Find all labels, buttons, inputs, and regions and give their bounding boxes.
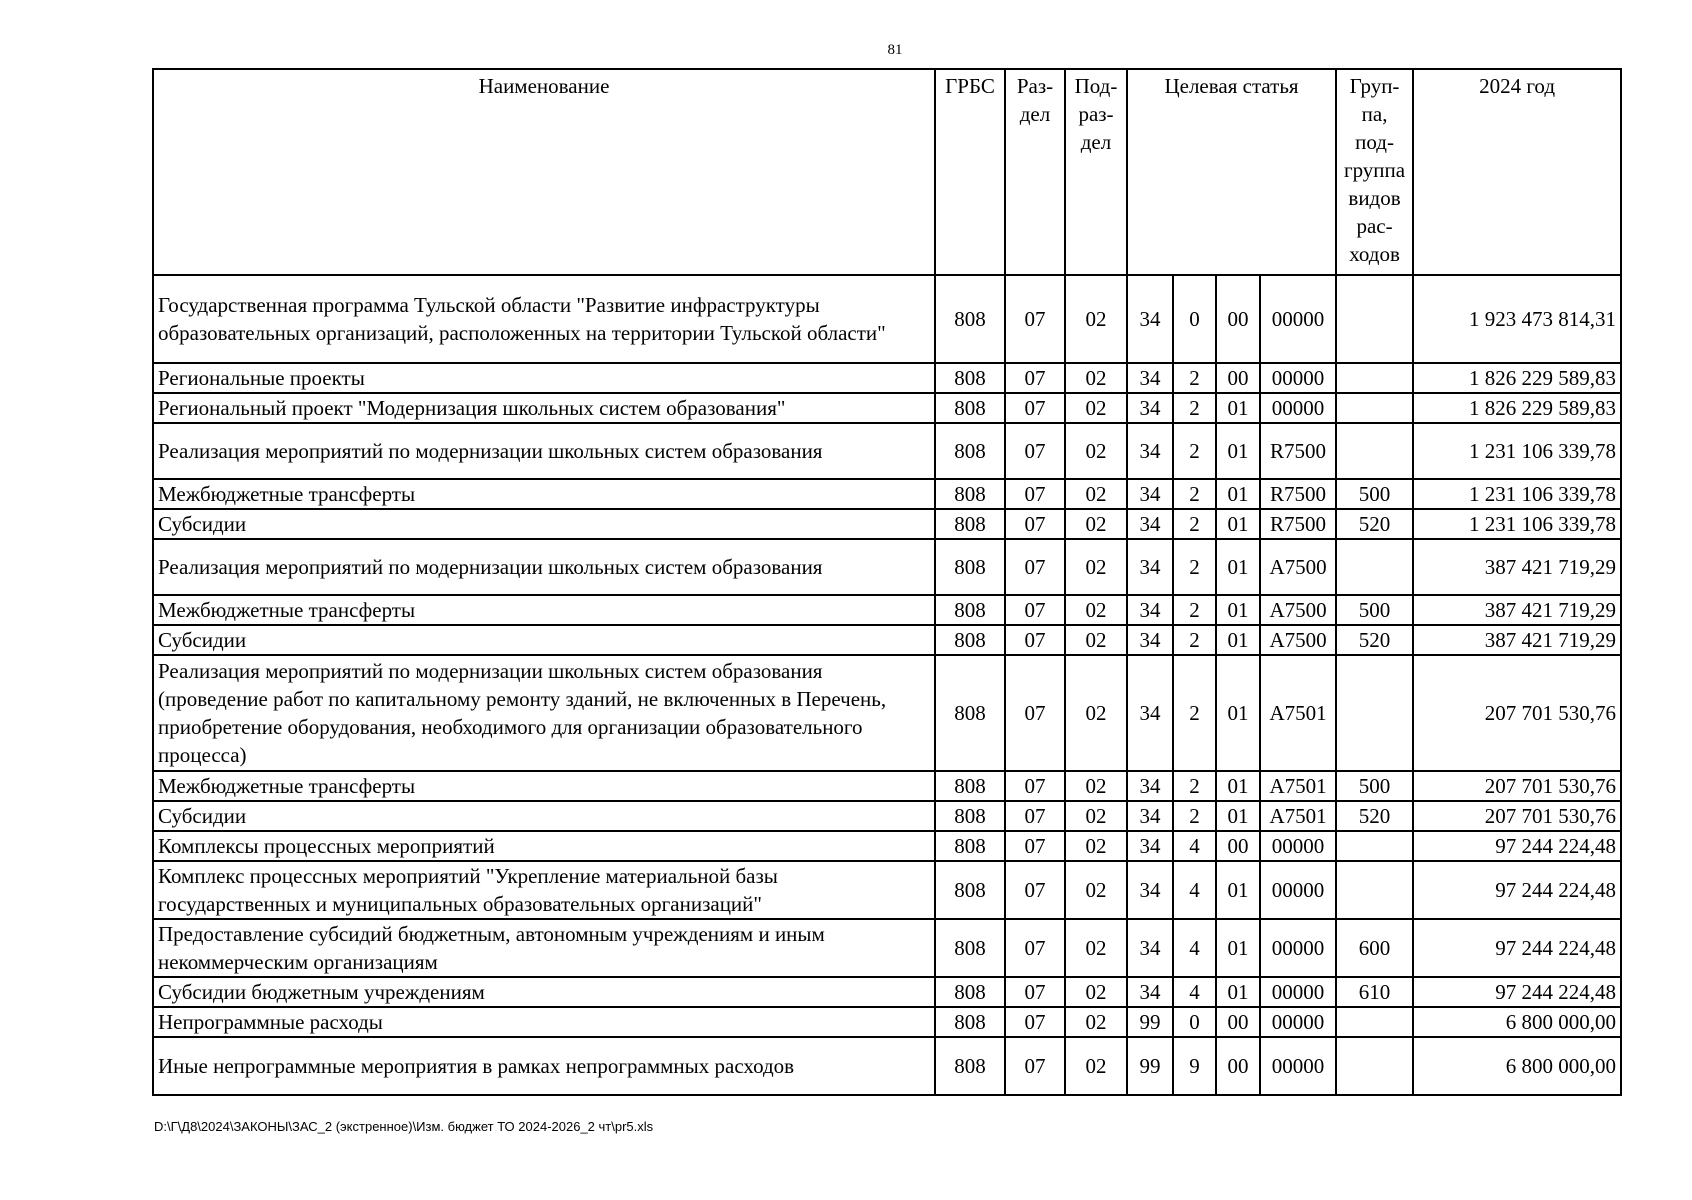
cell-amount: 97 244 224,48: [1413, 919, 1621, 977]
cell-target-direction: 00000: [1260, 861, 1336, 919]
cell-target-event: 01: [1216, 423, 1260, 479]
cell-amount: 1 231 106 339,78: [1413, 479, 1621, 509]
cell-grbs: 808: [935, 919, 1005, 977]
cell-target-event: 00: [1216, 1007, 1260, 1037]
cell-podrazdel: 02: [1065, 1007, 1127, 1037]
cell-target-program: 34: [1127, 655, 1173, 771]
cell-expense-group: 500: [1336, 595, 1413, 625]
cell-name: Межбюджетные трансферты: [153, 595, 935, 625]
cell-name: Субсидии: [153, 625, 935, 655]
cell-amount: 97 244 224,48: [1413, 977, 1621, 1007]
cell-grbs: 808: [935, 977, 1005, 1007]
cell-target-direction: A7501: [1260, 801, 1336, 831]
cell-amount: 97 244 224,48: [1413, 861, 1621, 919]
cell-target-direction: 00000: [1260, 919, 1336, 977]
cell-target-subprogram: 2: [1173, 771, 1216, 801]
cell-expense-group: [1336, 1007, 1413, 1037]
cell-target-event: 01: [1216, 595, 1260, 625]
cell-grbs: 808: [935, 801, 1005, 831]
cell-target-program: 34: [1127, 539, 1173, 595]
cell-target-program: 34: [1127, 595, 1173, 625]
table-row: [153, 1007, 1621, 1037]
header-name: Наименование: [153, 69, 935, 275]
cell-podrazdel: 02: [1065, 1037, 1127, 1095]
cell-target-direction: 00000: [1260, 363, 1336, 393]
cell-podrazdel: 02: [1065, 275, 1127, 363]
cell-grbs: 808: [935, 363, 1005, 393]
cell-target-direction: R7500: [1260, 423, 1336, 479]
cell-podrazdel: 02: [1065, 919, 1127, 977]
cell-target-program: 34: [1127, 977, 1173, 1007]
cell-grbs: 808: [935, 831, 1005, 861]
cell-amount: 387 421 719,29: [1413, 595, 1621, 625]
cell-amount: 1 826 229 589,83: [1413, 393, 1621, 423]
cell-target-subprogram: 2: [1173, 509, 1216, 539]
cell-target-direction: A7500: [1260, 539, 1336, 595]
cell-target-event: 01: [1216, 625, 1260, 655]
cell-target-program: 34: [1127, 919, 1173, 977]
cell-name: Комплекс процессных мероприятий "Укрепление материальной базы государственных и муниципальных образовательных организаций": [153, 861, 935, 919]
cell-expense-group: [1336, 275, 1413, 363]
cell-target-direction: R7500: [1260, 509, 1336, 539]
cell-target-direction: 00000: [1260, 1037, 1336, 1095]
cell-amount: 1 826 229 589,83: [1413, 363, 1621, 393]
cell-target-event: 01: [1216, 861, 1260, 919]
cell-name: Региональный проект "Модернизация школьных систем образования": [153, 393, 935, 423]
cell-podrazdel: 02: [1065, 363, 1127, 393]
cell-target-event: 01: [1216, 771, 1260, 801]
cell-target-subprogram: 2: [1173, 423, 1216, 479]
table-row: [153, 479, 1621, 509]
cell-target-subprogram: 0: [1173, 1007, 1216, 1037]
cell-expense-group: [1336, 423, 1413, 479]
cell-target-subprogram: 4: [1173, 861, 1216, 919]
cell-amount: 1 231 106 339,78: [1413, 509, 1621, 539]
cell-target-direction: 00000: [1260, 831, 1336, 861]
cell-grbs: 808: [935, 1037, 1005, 1095]
cell-amount: 387 421 719,29: [1413, 625, 1621, 655]
table-row: [153, 275, 1621, 363]
table-row: [153, 861, 1621, 919]
cell-grbs: 808: [935, 1007, 1005, 1037]
cell-target-program: 34: [1127, 801, 1173, 831]
cell-amount: 6 800 000,00: [1413, 1037, 1621, 1095]
cell-expense-group: [1336, 539, 1413, 595]
cell-target-event: 00: [1216, 1037, 1260, 1095]
cell-name: Реализация мероприятий по модернизации школьных систем образования: [153, 539, 935, 595]
cell-target-subprogram: 4: [1173, 831, 1216, 861]
cell-target-subprogram: 2: [1173, 625, 1216, 655]
cell-razdel: 07: [1005, 393, 1065, 423]
cell-name: Комплексы процессных мероприятий: [153, 831, 935, 861]
cell-grbs: 808: [935, 539, 1005, 595]
cell-razdel: 07: [1005, 625, 1065, 655]
cell-razdel: 07: [1005, 539, 1065, 595]
cell-podrazdel: 02: [1065, 625, 1127, 655]
header-expense-group: Груп- па, под- группа видов рас- ходов: [1336, 69, 1413, 275]
cell-target-program: 34: [1127, 275, 1173, 363]
cell-amount: 97 244 224,48: [1413, 831, 1621, 861]
cell-target-program: 34: [1127, 625, 1173, 655]
cell-grbs: 808: [935, 771, 1005, 801]
cell-grbs: 808: [935, 479, 1005, 509]
table-row: [153, 771, 1621, 801]
cell-expense-group: [1336, 393, 1413, 423]
cell-expense-group: [1336, 1037, 1413, 1095]
cell-name: Межбюджетные трансферты: [153, 771, 935, 801]
cell-name: Предоставление субсидий бюджетным, автономным учреждениям и иным некоммерческим организациям: [153, 919, 935, 977]
cell-target-event: 01: [1216, 977, 1260, 1007]
cell-target-event: 01: [1216, 393, 1260, 423]
cell-razdel: 07: [1005, 801, 1065, 831]
cell-target-event: 01: [1216, 655, 1260, 771]
cell-razdel: 07: [1005, 509, 1065, 539]
cell-target-direction: A7501: [1260, 655, 1336, 771]
cell-target-direction: 00000: [1260, 275, 1336, 363]
cell-grbs: 808: [935, 509, 1005, 539]
cell-expense-group: [1336, 861, 1413, 919]
table-row: [153, 393, 1621, 423]
cell-razdel: 07: [1005, 363, 1065, 393]
cell-target-program: 34: [1127, 831, 1173, 861]
footer-file-path: D:\Г\Д8\2024\ЗАКОНЫ\ЗАС_2 (экстренное)\Изм. бюджет ТО 2024-2026_2 чт\pr5.xls: [154, 1119, 654, 1134]
cell-podrazdel: 02: [1065, 655, 1127, 771]
cell-razdel: 07: [1005, 1037, 1065, 1095]
cell-target-event: 01: [1216, 801, 1260, 831]
cell-target-subprogram: 2: [1173, 393, 1216, 423]
cell-grbs: 808: [935, 655, 1005, 771]
cell-razdel: 07: [1005, 1007, 1065, 1037]
cell-name: Субсидии: [153, 801, 935, 831]
cell-podrazdel: 02: [1065, 509, 1127, 539]
cell-amount: 1 231 106 339,78: [1413, 423, 1621, 479]
cell-target-subprogram: 2: [1173, 801, 1216, 831]
cell-target-direction: A7500: [1260, 595, 1336, 625]
cell-expense-group: [1336, 655, 1413, 771]
cell-target-direction: A7500: [1260, 625, 1336, 655]
cell-razdel: 07: [1005, 977, 1065, 1007]
header-podrazdel: Под- раз- дел: [1065, 69, 1127, 275]
cell-target-program: 34: [1127, 479, 1173, 509]
cell-expense-group: [1336, 363, 1413, 393]
header-year: 2024 год: [1413, 69, 1621, 275]
cell-razdel: 07: [1005, 831, 1065, 861]
table-row: [153, 977, 1621, 1007]
cell-target-event: 01: [1216, 539, 1260, 595]
cell-podrazdel: 02: [1065, 595, 1127, 625]
cell-expense-group: [1336, 831, 1413, 861]
cell-razdel: 07: [1005, 595, 1065, 625]
table-row: [153, 655, 1621, 771]
table-row: [153, 595, 1621, 625]
cell-expense-group: 500: [1336, 771, 1413, 801]
cell-razdel: 07: [1005, 655, 1065, 771]
cell-grbs: 808: [935, 393, 1005, 423]
cell-amount: 207 701 530,76: [1413, 801, 1621, 831]
cell-target-program: 99: [1127, 1007, 1173, 1037]
cell-expense-group: 520: [1336, 509, 1413, 539]
cell-name: Межбюджетные трансферты: [153, 479, 935, 509]
cell-grbs: 808: [935, 423, 1005, 479]
cell-target-direction: R7500: [1260, 479, 1336, 509]
cell-target-event: 00: [1216, 275, 1260, 363]
table-row: [153, 625, 1621, 655]
cell-grbs: 808: [935, 861, 1005, 919]
cell-target-program: 34: [1127, 393, 1173, 423]
header-row: [153, 69, 1621, 275]
cell-target-program: 34: [1127, 363, 1173, 393]
table-row: [153, 801, 1621, 831]
cell-target-direction: 00000: [1260, 1007, 1336, 1037]
cell-target-subprogram: 2: [1173, 539, 1216, 595]
cell-razdel: 07: [1005, 275, 1065, 363]
table-row: [153, 539, 1621, 595]
cell-podrazdel: 02: [1065, 393, 1127, 423]
cell-podrazdel: 02: [1065, 539, 1127, 595]
cell-target-subprogram: 2: [1173, 655, 1216, 771]
cell-podrazdel: 02: [1065, 977, 1127, 1007]
cell-amount: 1 923 473 814,31: [1413, 275, 1621, 363]
table-row: [153, 831, 1621, 861]
cell-target-program: 34: [1127, 423, 1173, 479]
cell-expense-group: 520: [1336, 801, 1413, 831]
table-row: [153, 509, 1621, 539]
cell-podrazdel: 02: [1065, 771, 1127, 801]
cell-name: Субсидии: [153, 509, 935, 539]
cell-podrazdel: 02: [1065, 831, 1127, 861]
cell-expense-group: 500: [1336, 479, 1413, 509]
cell-target-subprogram: 4: [1173, 977, 1216, 1007]
cell-target-event: 01: [1216, 509, 1260, 539]
cell-name: Реализация мероприятий по модернизации школьных систем образования (проведение работ по капитальному ремонту зданий, не включенных в Перечень, приобретение оборудования, необходимого для организации образовательного процесса): [153, 655, 935, 771]
page-number: 81: [887, 42, 903, 58]
cell-target-subprogram: 0: [1173, 275, 1216, 363]
cell-name: Региональные проекты: [153, 363, 935, 393]
cell-target-event: 01: [1216, 919, 1260, 977]
cell-podrazdel: 02: [1065, 861, 1127, 919]
cell-name: Субсидии бюджетным учреждениям: [153, 977, 935, 1007]
cell-target-event: 01: [1216, 479, 1260, 509]
cell-expense-group: 520: [1336, 625, 1413, 655]
cell-target-event: 00: [1216, 831, 1260, 861]
cell-amount: 6 800 000,00: [1413, 1007, 1621, 1037]
cell-name: Реализация мероприятий по модернизации школьных систем образования: [153, 423, 935, 479]
cell-razdel: 07: [1005, 423, 1065, 479]
cell-target-event: 00: [1216, 363, 1260, 393]
header-grbs: ГРБС: [935, 69, 1005, 275]
table-row: [153, 1037, 1621, 1095]
header-razdel: Раз- дел: [1005, 69, 1065, 275]
cell-grbs: 808: [935, 275, 1005, 363]
cell-razdel: 07: [1005, 771, 1065, 801]
cell-razdel: 07: [1005, 919, 1065, 977]
cell-expense-group: 600: [1336, 919, 1413, 977]
table-row: [153, 423, 1621, 479]
cell-target-subprogram: 2: [1173, 363, 1216, 393]
cell-expense-group: 610: [1336, 977, 1413, 1007]
cell-amount: 207 701 530,76: [1413, 771, 1621, 801]
cell-podrazdel: 02: [1065, 479, 1127, 509]
cell-razdel: 07: [1005, 479, 1065, 509]
cell-name: Непрограммные расходы: [153, 1007, 935, 1037]
cell-podrazdel: 02: [1065, 801, 1127, 831]
cell-target-program: 99: [1127, 1037, 1173, 1095]
cell-razdel: 07: [1005, 861, 1065, 919]
cell-target-direction: A7501: [1260, 771, 1336, 801]
cell-target-program: 34: [1127, 861, 1173, 919]
budget-table: [152, 68, 1622, 1096]
cell-target-direction: 00000: [1260, 977, 1336, 1007]
cell-target-subprogram: 4: [1173, 919, 1216, 977]
table-row: [153, 919, 1621, 977]
cell-target-program: 34: [1127, 509, 1173, 539]
header-target-article: Целевая статья: [1127, 69, 1336, 275]
cell-target-subprogram: 2: [1173, 595, 1216, 625]
table-row: [153, 363, 1621, 393]
cell-target-subprogram: 2: [1173, 479, 1216, 509]
cell-target-program: 34: [1127, 771, 1173, 801]
cell-target-direction: 00000: [1260, 393, 1336, 423]
cell-target-subprogram: 9: [1173, 1037, 1216, 1095]
cell-grbs: 808: [935, 625, 1005, 655]
cell-grbs: 808: [935, 595, 1005, 625]
cell-name: Иные непрограммные мероприятия в рамках непрограммных расходов: [153, 1037, 935, 1095]
cell-name: Государственная программа Тульской области "Развитие инфраструктуры образовательных организаций, расположенных на территории Тульской области": [153, 275, 935, 363]
cell-podrazdel: 02: [1065, 423, 1127, 479]
cell-amount: 207 701 530,76: [1413, 655, 1621, 771]
cell-amount: 387 421 719,29: [1413, 539, 1621, 595]
